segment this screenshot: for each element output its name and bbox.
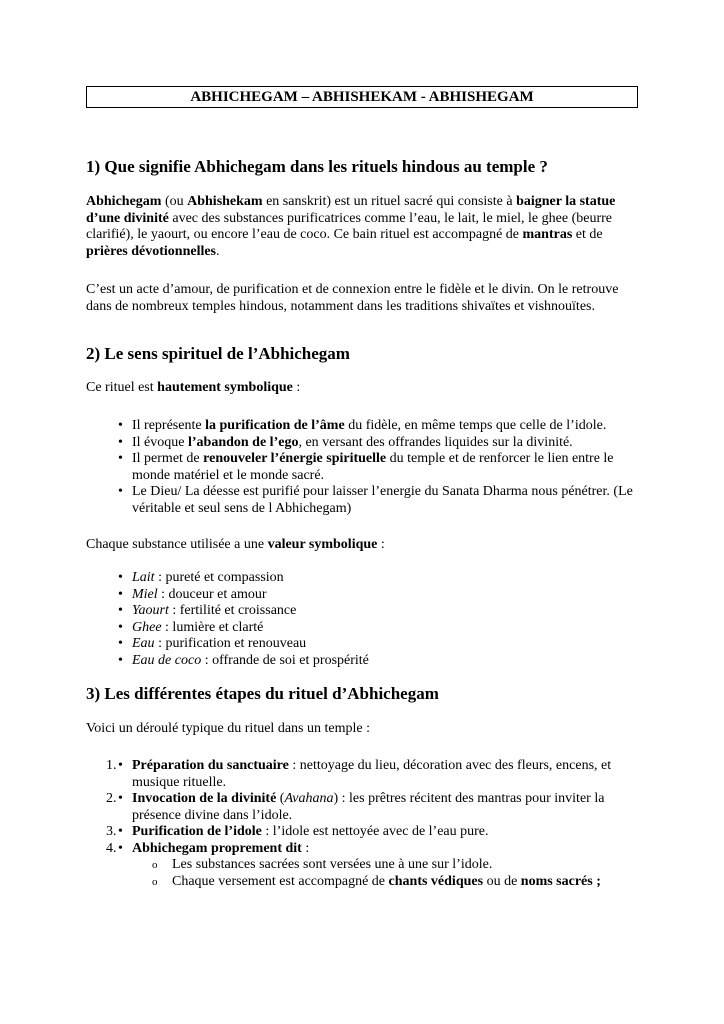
list-item: • 2. Invocation de la divinité (Avahana) : les prêtres récitent des mantras pour inviter la présence divine dans l’idole. bbox=[86, 791, 646, 824]
list-item: • 4. Abhichegam proprement dit : o Les substances sacrées sont versées une à une sur l’idole. o Chaque versement est accompagné de chants védiques ou de noms sacrés ; bbox=[86, 841, 646, 891]
list-item: • Le Dieu/ La déesse est purifié pour laisser l’energie du Sanata Dharma nous pénétrer. (Le véritable et seul sens de l Abhichegam) bbox=[86, 484, 646, 517]
list-item: • Eau de coco : offrande de soi et prospérité bbox=[86, 653, 646, 670]
list-item: • 1. Préparation du sanctuaire : nettoyage du lieu, décoration avec des fleurs, encens, et musique rituelle. bbox=[86, 758, 646, 791]
list-item: • Yaourt : fertilité et croissance bbox=[86, 603, 646, 620]
list-item: • Il représente la purification de l’âme du fidèle, en même temps que celle de l’idole. bbox=[86, 418, 646, 435]
ritual-steps-list bbox=[86, 758, 646, 890]
list-item: • Ghee : lumière et clarté bbox=[86, 620, 646, 637]
section-2-heading: 2) Le sens spirituel de l’Abhichegam bbox=[86, 344, 350, 363]
substances-intro: Chaque substance utilisée a une valeur symbolique : bbox=[86, 537, 385, 552]
section-1-paragraph-2: C’est un acte d’amour, de purification et de connexion entre le fidèle et le divin. On le retrouve dans de nombreux temples hindous, notamment dans les traditions shivaïtes et vishnouïtes. bbox=[86, 282, 619, 314]
section-3-intro: Voici un déroulé typique du rituel dans un temple : bbox=[86, 721, 370, 736]
list-item: • Eau : purification et renouveau bbox=[86, 636, 646, 653]
section-2-intro: Ce rituel est hautement symbolique : bbox=[86, 380, 301, 395]
section-1-heading: 1) Que signifie Abhichegam dans les rituels hindous au temple ? bbox=[86, 157, 548, 176]
list-item: • 3. Purification de l’idole : l’idole est nettoyée avec de l’eau pure. bbox=[86, 824, 646, 841]
list-item: • Miel : douceur et amour bbox=[86, 587, 646, 604]
section-3-heading: 3) Les différentes étapes du rituel d’Abhichegam bbox=[86, 684, 439, 703]
list-item: o Les substances sacrées sont versées une à une sur l’idole. bbox=[132, 857, 646, 874]
substances-list bbox=[86, 570, 646, 669]
symbolism-bullet-list bbox=[86, 418, 646, 517]
list-item: o Chaque versement est accompagné de chants védiques ou de noms sacrés ; bbox=[132, 874, 646, 891]
list-item: • Lait : pureté et compassion bbox=[86, 570, 646, 587]
sub-step-list bbox=[132, 857, 646, 890]
list-item: • Il permet de renouveler l’énergie spirituelle du temple et de renforcer le lien entre le monde matériel et le monde sacré. bbox=[86, 451, 646, 484]
list-item: • Il évoque l’abandon de l’ego, en versant des offrandes liquides sur la divinité. bbox=[86, 435, 646, 452]
document-title: ABHICHEGAM – ABHISHEKAM - ABHISHEGAM bbox=[86, 86, 638, 108]
section-1-paragraph-1: Abhichegam (ou Abhishekam en sanskrit) est un rituel sacré qui consiste à baigner la statue d’une divinité avec des substances purificatrices comme l’eau, le lait, le miel, le ghee (beurre clarifié), le yaourt, ou encore l’eau de coco. Ce bain rituel est accompagné de mantras et de prières dévotionnelles. bbox=[86, 194, 616, 259]
